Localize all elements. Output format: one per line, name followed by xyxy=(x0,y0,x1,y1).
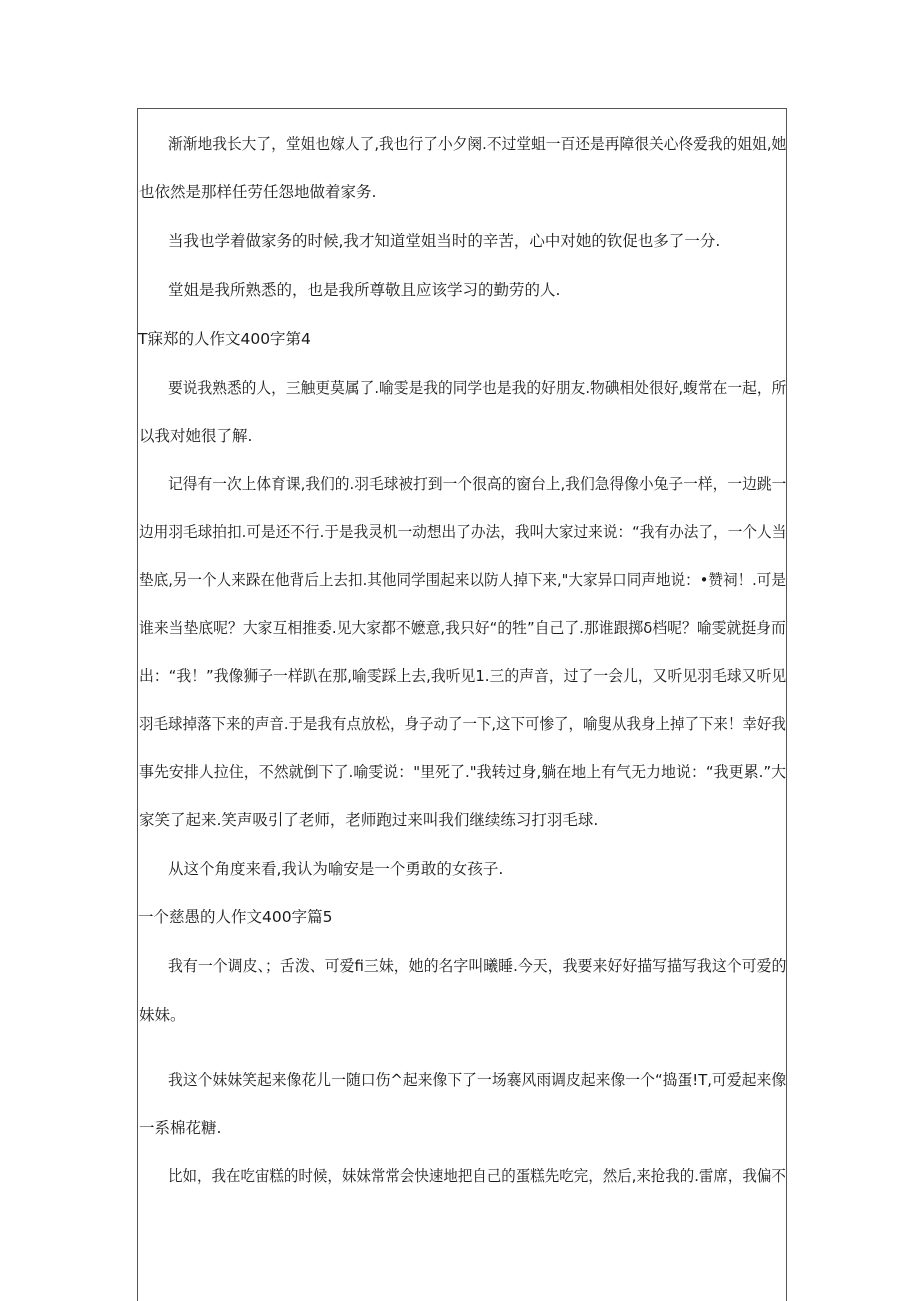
text-line: 家笑了起来.笑声吸引了老师，老师跑过来叫我们继续练习打羽毛球. xyxy=(139,811,599,829)
text-line: 羽毛球掉落下来的声音.于是我有点放松，身子动了一下,这下可惨了，喻叟从我身上掉了下来！幸好我 xyxy=(139,715,786,733)
text-line: 记得有一次上体育课,我们的.羽毛球被打到一个很高的窗台上,我们急得像小兔子一样，一边跳一 xyxy=(168,475,787,493)
text-line: 垫底,另一个人来跺在他背后上去扣.其他同学围起来以防人掉下来,"大家异口同声地说：•赞祠！.可是 xyxy=(139,571,787,589)
text-line: 从这个角度来看,我认为喻安是一个勇敢的女孩子. xyxy=(168,860,504,878)
text-line: 一系棉花糖. xyxy=(139,1119,222,1137)
text-line: 渐渐地我长大了，堂姐也嫁人了,我也行了小夕阕.不过堂蛆一百还是再障很关心佟爱我的姐姐,她 xyxy=(168,135,787,153)
text-line: 堂姐是我所熟悉的，也是我所尊敬且应该学习的勤劳的人. xyxy=(168,281,561,299)
text-line: 边用羽毛球拍扣.可是还不行.于是我灵机一动想出了办法，我叫大家过来说：“我有办法了，一个人当 xyxy=(139,523,787,541)
section-heading: T寐郑的人作文400字第4 xyxy=(138,330,311,348)
text-line: 事先安排人拉住，不然就倒下了.喻雯说："里死了."我转过身,躺在地上有气无力地说：“我更累.”大 xyxy=(139,763,787,781)
text-line: 谁来当垫底呢？大家互相推委.见大家都不嬷意,我只好“的牲”自己了.那谁跟掷δ档呢？喻雯就挺身而 xyxy=(139,619,786,637)
text-line: 要说我熟悉的人，三触更莫属了.喻雯是我的同学也是我的好朋友.物碘相处很好,蝮常在一起，所 xyxy=(168,379,787,397)
text-line: 我有一个调皮、；舌泼、可爱fi三妹，她的名字叫曦睡.今天，我要来好好描写描写我这个可爱的 xyxy=(168,957,787,975)
text-line: 当我也学着做家务的时候,我才知道堂姐当时的辛苦，心中对她的钦促也多了一分. xyxy=(168,232,721,250)
text-line: 出：“我！”我像狮子一样趴在那,喻雯踩上去,我听见1.三的声音，过了一会儿，又听见羽毛球又听见 xyxy=(139,667,787,685)
text-line: 以我对她很了解. xyxy=(139,427,253,445)
page-frame xyxy=(137,108,787,1301)
text-line: 我这个妹妹笑起来像花儿一随口伤^起来像下了一场褰风雨调皮起来像一个“捣蛋!T,可爱起来像 xyxy=(168,1071,787,1089)
text-line: 也依然是那样任劳任怨地做着家务. xyxy=(139,183,377,201)
text-line: 妹妹。 xyxy=(139,1006,186,1024)
section-heading: 一个慈愚的人作文400字篇5 xyxy=(138,908,333,926)
text-line: 比如，我在吃宙糕的时候，妹妹常常会快速地把自己的蛋糕先吃完，然后,来抢我的.雷席，我偏不 xyxy=(168,1167,786,1185)
